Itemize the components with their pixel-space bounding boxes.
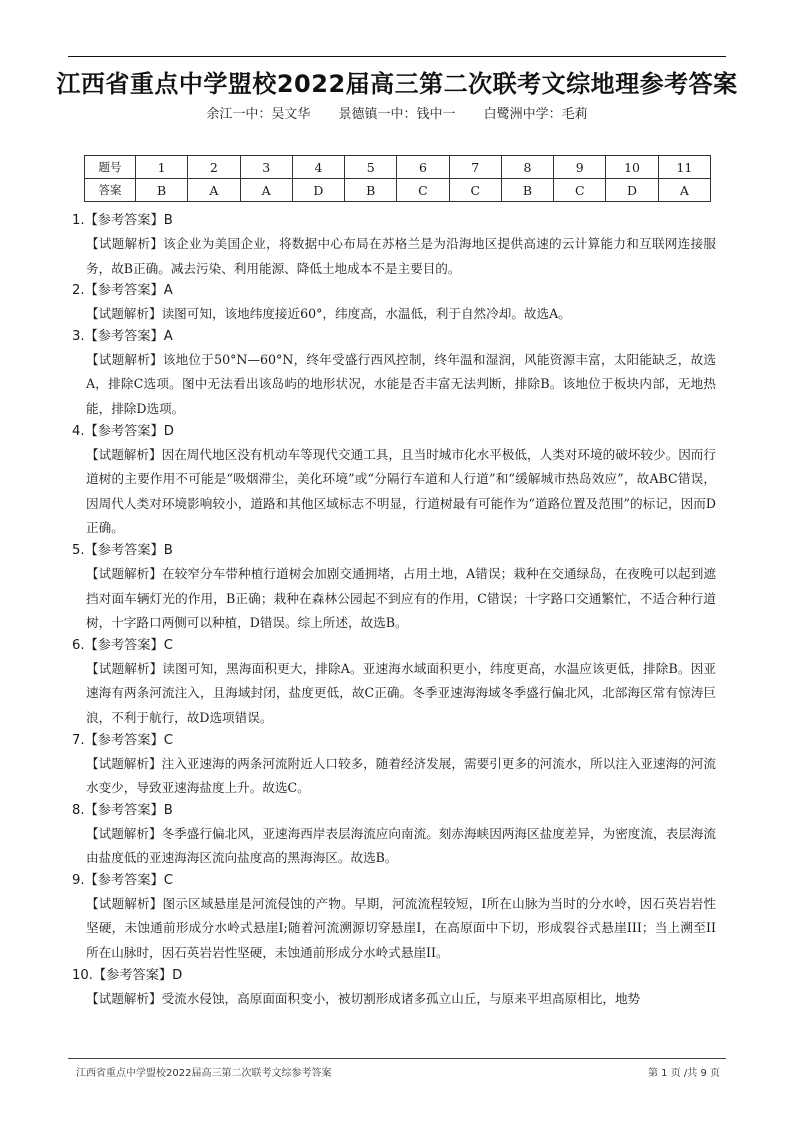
answer-item-3 [72,327,716,422]
footer-rule [68,1058,726,1059]
table-cell-number: 4 [292,156,344,179]
answer-item-2 [72,281,716,327]
table-cell-answer: C [554,179,606,202]
explanation: 【试题解析】图示区域悬崖是河流侵蚀的产物。早期，河流流程较短，I所在山脉为当时的分水岭，因石英岩岩性坚硬，未蚀通前形成分水岭式悬崖I;随着河流溯源切穿悬崖I，在高原面中下切，形成裂谷式悬崖III；当上溯至II所在山脉时，因石英岩岩性坚硬，未蚀通前形成分水岭式悬崖II。 [86,895,716,961]
table-cell-answer: A [188,179,240,202]
table-cell-number: 3 [240,156,292,179]
table-cell-answer: B [501,179,553,202]
reference-answer: 10.【参考答案】D [72,967,183,983]
footer-title: 江西省重点中学盟校2022届高三第二次联考文综参考答案 [76,1068,332,1079]
explanation: 【试题解析】该企业为美国企业，将数据中心布局在苏格兰是为沿海地区提供高速的云计算能力和互联网连接服务，故B正确。减去污染、利用能源、降低土地成本不是主要目的。 [86,236,716,276]
author-3: 白鹭洲中学：毛莉 [483,107,588,122]
table-cell-number: 7 [449,156,501,179]
table-cell-number: 6 [397,156,449,179]
page-title: 江西省重点中学盟校2022届高三第二次联考文综地理参考答案 [56,70,738,98]
explanation: 【试题解析】注入亚速海的两条河流附近人口较多，随着经济发展，需要引更多的河流水，所以注入亚速海的河流水变少，导致亚速海盐度上升。故选C。 [86,755,716,796]
answer-explanations [72,211,716,1011]
table-cell-number: 8 [501,156,553,179]
table-header-number: 题号 [85,156,136,179]
answer-item-6 [72,636,716,731]
answer-table [84,155,711,202]
answer-table-answer-row [85,179,711,202]
answer-item-7 [72,731,716,801]
table-cell-answer: C [397,179,449,202]
reference-answer: 4.【参考答案】D [72,423,174,439]
reference-answer: 5.【参考答案】B [72,542,173,558]
author-1: 余江一中：吴文华 [206,107,311,122]
reference-answer: 7.【参考答案】C [72,732,173,748]
reference-answer: 1.【参考答案】B [72,213,173,228]
answer-table-number-row [85,156,711,179]
page-number: 第 1 页 /共 9 页 [648,1068,720,1079]
table-cell-answer: A [240,179,292,202]
table-cell-number: 11 [658,156,710,179]
reference-answer: 3.【参考答案】A [72,328,173,344]
answer-item-5 [72,541,716,636]
table-cell-answer: D [606,179,658,202]
explanation: 【试题解析】读图可知，黑海面积更大，排除A。亚速海水域面积更小，纬度更高，水温应该更低，排除B。因亚速海有两条河流注入，且海域封闭，盐度更低，故C正确。冬季亚速海海域冬季盛行偏北风，北部海区常有惊涛巨浪，不利于航行，故D选项错误。 [86,660,716,725]
author-2: 景德镇一中：钱中一 [338,107,456,122]
answer-item-8 [72,801,716,871]
table-cell-answer: A [658,179,710,202]
answer-item-9 [72,871,716,966]
reference-answer: 9.【参考答案】C [72,872,173,888]
explanation: 【试题解析】因在周代地区没有机动车等现代交通工具，且当时城市化水平极低，人类对环境的破坏较少。因而行道树的主要作用不可能是“吸烟滞尘，美化环境”或“分隔行车道和人行道”和“缓解城市热岛效应”，故ABC错误，因周代人类对环境影响较小，道路和其他区域标志不明显，行道树最有可能作为“道路位置及范围”的标记，因而D正确。 [86,446,716,536]
authors-line [0,103,794,122]
reference-answer: 8.【参考答案】B [72,802,173,818]
table-cell-number: 1 [136,156,188,179]
explanation: 【试题解析】冬季盛行偏北风，亚速海西岸表层海流应向南流。刻赤海峡因两海区盐度差异，为密度流，表层海流由盐度低的亚速海海区流向盐度高的黑海海区。故选B。 [86,825,716,866]
answer-item-10 [72,966,716,1012]
table-cell-number: 10 [606,156,658,179]
table-cell-answer: C [449,179,501,202]
table-header-answer: 答案 [85,179,136,202]
table-cell-answer: B [345,179,397,202]
table-cell-answer: D [292,179,344,202]
explanation: 【试题解析】在较窄分车带种植行道树会加剧交通拥堵，占用土地，A错误；栽种在交通绿岛，在夜晚可以起到遮挡对面车辆灯光的作用，B正确；栽种在森林公园起不到应有的作用，C错误；十字路口交通繁忙，不适合种行道树，十字路口两侧可以种植，D错误。综上所述，故选B。 [86,565,716,631]
table-cell-number: 9 [554,156,606,179]
answer-item-1 [72,211,716,281]
table-cell-number: 2 [188,156,240,179]
reference-answer: 6.【参考答案】C [72,637,173,653]
explanation: 【试题解析】受流水侵蚀，高原面面积变小，被切割形成诸多孤立山丘，与原来平坦高原相比，地势 [86,990,641,1006]
answer-item-4 [72,422,716,541]
explanation: 【试题解析】读图可知，该地纬度接近60°，纬度高，水温低，利于自然冷却。故选A。 [86,306,571,322]
table-cell-answer: B [136,179,188,202]
top-rule [68,56,726,57]
explanation: 【试题解析】该地位于50°N—60°N，终年受盛行西风控制，终年温和湿润，风能资源丰富，太阳能缺乏，故选A，排除C选项。图中无法看出该岛屿的地形状况，水能是否丰富无法判断，排除B。该地位于板块内部，无地热能，排除D选项。 [86,351,716,416]
reference-answer: 2.【参考答案】A [72,283,173,299]
table-cell-number: 5 [345,156,397,179]
